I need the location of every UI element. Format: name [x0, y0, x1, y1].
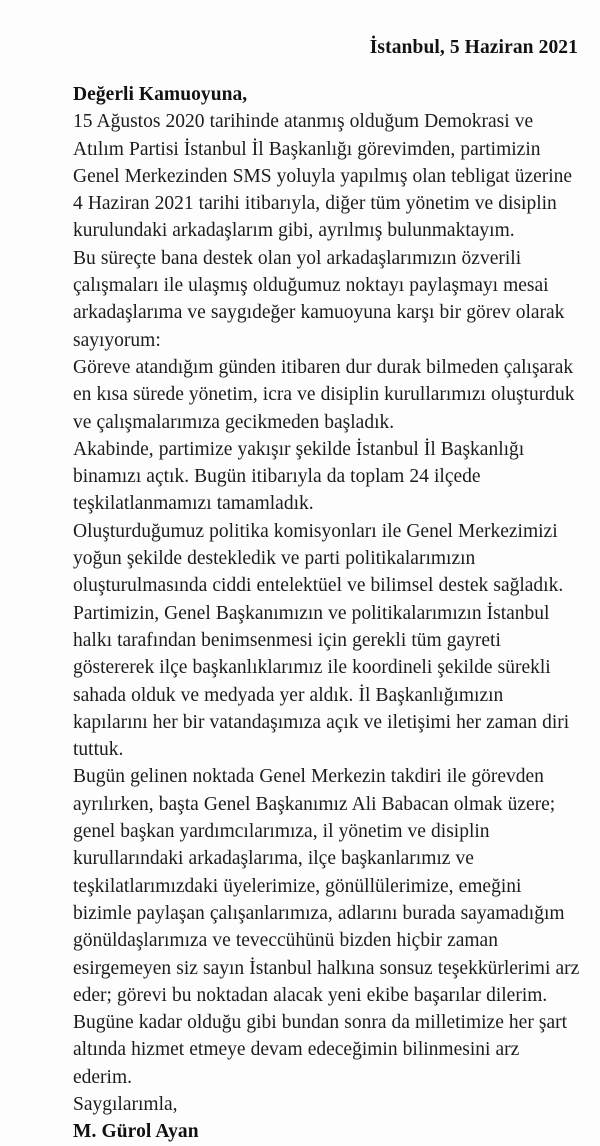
letter-paragraph: Bugün gelinen noktada Genel Merkezin takdiri ile görevden ayrılırken, başta Genel Başkanımız Ali Babacan olmak üzere; genel başkan yardımcılarımıza, il yönetim ve disiplin kurullarındaki arkadaşlarıma, ilçe başkanlarımız ve teşkilatlarımızdaki üyelerimize, gönüllülerimize, emeğini bizimle paylaşan çalışanlarımıza, adlarını burada sayamadığım gönüldaşlarımıza ve teveccühünü bizden hiçbir zaman esirgemeyen siz sayın İstanbul halkına sonsuz teşekkürlerimi arz eder; görevi bu noktadan alacak yeni ekibe başarılar dilerim.: [73, 766, 585, 1006]
closing-salutation: Saygılarımla,: [73, 1093, 178, 1115]
signature-name: M. Gürol Ayan: [73, 1121, 199, 1143]
letter-paragraph: Göreve atandığım günden itibaren dur durak bilmeden çalışarak en kısa sürede yönetim, icra ve disiplin kurullarımızı oluşturduk ve çalışmalarımıza gecikmeden başladık.: [73, 356, 580, 433]
letter-paragraph: Akabinde, partimize yakışır şekilde İstanbul İl Başkanlığı binamızı açtık. Bugün itibarıyla da toplam 24 ilçede teşkilatlanmamızı tamamladık.: [73, 438, 530, 515]
letter-paragraph: 15 Ağustos 2020 tarihinde atanmış olduğum Demokrasi ve Atılım Partisi İstanbul İl Başkanlığı görevimden, partimizin Genel Merkezinden SMS yoluyla yapılmış olan tebligat üzerine 4 Haziran 2021 tarihi itibarıyla, diğer tüm yönetim ve disiplin kurulundaki arkadaşlarım gibi, ayrılmış bulunmaktayım.: [73, 111, 578, 242]
dateline: İstanbul, 5 Haziran 2021: [369, 37, 578, 58]
letter-body: [73, 81, 585, 1146]
letter-paragraph: Partimizin, Genel Başkanımızın ve politikalarımızın İstanbul halkı tarafından benimsenmesi için gerekli tüm gayreti göstererek ilçe başkanlıklarımız ile koordineli şekilde sürekli sahada olduk ve medyada yer aldık. İl Başkanlığımızın kapılarını her bir vatandaşımıza açık ve iletişimi her zaman diri tuttuk.: [73, 602, 575, 761]
letter-paragraph: Bu süreçte bana destek olan yol arkadaşlarımızın özverili çalışmaları ile ulaşmış olduğumuz noktayı paylaşmayı mesai arkadaşlarıma ve saygıdeğer kamuoyuna karşı bir görev olarak sayıyorum:: [73, 247, 570, 351]
salutation: Değerli Kamuoyuna,: [73, 84, 248, 105]
letter-paragraph: Oluşturduğumuz politika komisyonları ile Genel Merkezimizi yoğun şekilde destekledik ve parti politikalarımızın oluşturulmasında ciddi entelektüel ve bilimsel destek sağladık.: [73, 520, 564, 597]
letter-paragraph: Bugüne kadar olduğu gibi bundan sonra da milletimize her şart altında hizmet etmeye devam edeceğimin bilinmesini arz ederim.: [73, 1012, 573, 1088]
